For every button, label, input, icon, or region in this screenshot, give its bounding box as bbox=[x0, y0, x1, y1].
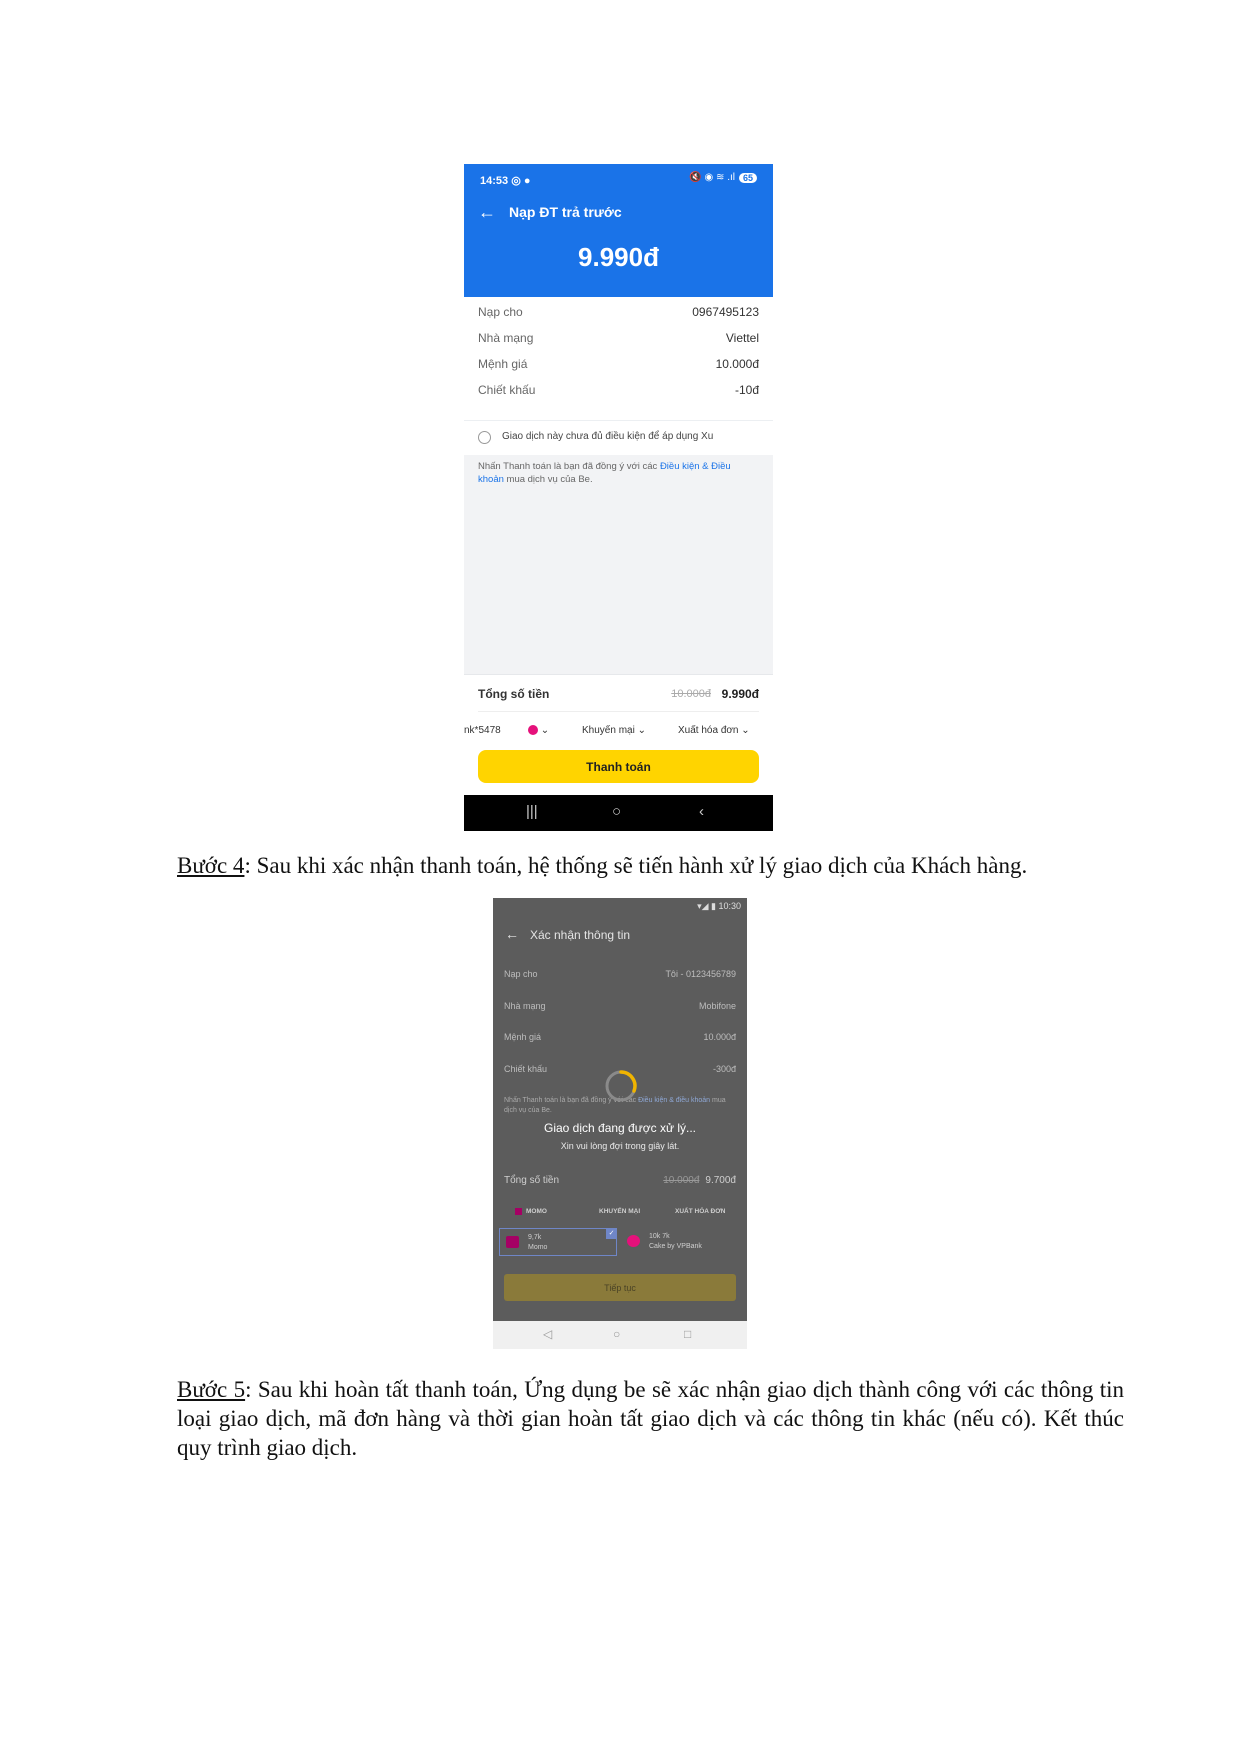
recents-icon[interactable]: ||| bbox=[526, 803, 538, 820]
status-time: 14:53 ◎ ● bbox=[480, 175, 531, 187]
total-amount: 9.990đ bbox=[578, 242, 659, 272]
home-icon[interactable]: ○ bbox=[612, 803, 622, 820]
step-4-label: Bước 4 bbox=[177, 853, 245, 878]
tab-promo[interactable]: KHUYẾN MẠI bbox=[599, 1208, 641, 1215]
pay-button[interactable]: Thanh toán bbox=[478, 750, 759, 783]
original-total: 10.000đ bbox=[671, 688, 711, 700]
chevron-down-icon: ⌄ bbox=[540, 725, 550, 736]
signal-icons: 🔇 ◉ ≋ .ıl bbox=[689, 172, 735, 183]
detail-value: 0967495123 bbox=[692, 305, 759, 319]
discounted-total: 9.700đ bbox=[705, 1175, 736, 1186]
xu-notice-text: Giao dịch này chưa đủ điều kiện để áp dụng Xu bbox=[502, 431, 714, 442]
xu-notice bbox=[464, 420, 773, 455]
screenshot-topup-confirmation bbox=[464, 164, 773, 831]
tab-momo[interactable] bbox=[515, 1208, 547, 1215]
screenshot-processing bbox=[493, 898, 747, 1349]
processing-message: Giao dịch đang được xử lý... bbox=[543, 1121, 696, 1135]
detail-label: Mệnh giá bbox=[478, 357, 528, 371]
terms-prefix: Nhấn Thanh toán là bạn đã đồng ý với các bbox=[504, 1097, 639, 1104]
coin-icon bbox=[478, 431, 491, 444]
cake-icon bbox=[528, 725, 538, 735]
detail-row-carrier bbox=[504, 1001, 736, 1011]
payment-footer bbox=[464, 674, 773, 796]
check-icon: ✓ bbox=[606, 1228, 617, 1239]
android-nav-bar bbox=[493, 1321, 747, 1349]
terms-suffix: mua dịch vụ của Be. bbox=[504, 1097, 726, 1114]
payment-method-selector[interactable]: nk*5478 bbox=[464, 725, 501, 736]
detail-label: Nhà mạng bbox=[504, 1001, 546, 1011]
battery-icon: 65 bbox=[739, 173, 757, 183]
detail-value: Mobifone bbox=[698, 1001, 736, 1011]
momo-icon bbox=[515, 1208, 522, 1215]
invoice-selector[interactable]: Xuất hóa đơn ⌄ bbox=[678, 725, 750, 736]
card-name: Momo bbox=[528, 1244, 548, 1251]
continue-button[interactable]: Tiếp tục bbox=[504, 1274, 736, 1301]
step-5-label: Bước 5 bbox=[177, 1377, 246, 1402]
terms-link[interactable]: Điều kiện & Điều khoản bbox=[478, 461, 731, 485]
status-icons bbox=[689, 172, 757, 183]
promo-selector[interactable]: Khuyến mại ⌄ bbox=[582, 725, 646, 736]
detail-value: Tôi - 0123456789 bbox=[665, 969, 736, 979]
total-label: Tổng số tiền bbox=[478, 687, 550, 701]
detail-value: 10.000đ bbox=[715, 357, 759, 371]
detail-row-carrier bbox=[478, 331, 759, 345]
detail-row-discount bbox=[478, 383, 759, 397]
step-5-text: : Sau khi hoàn tất thanh toán, Ứng dụng be sẽ xác nhận giao dịch thành công với các thông tin loại giao dịch, mã đơn hàng và thời gian hoàn tất giao dịch và các thông tin khác (nếu có). Kết thúc quy trình giao dịch. bbox=[177, 1377, 1124, 1460]
payment-card-momo[interactable] bbox=[499, 1228, 617, 1256]
detail-label: Nhà mạng bbox=[478, 331, 534, 345]
card-amount: 9,7k bbox=[528, 1234, 542, 1241]
tab-invoice[interactable]: XUẤT HÓA ĐƠN bbox=[675, 1208, 726, 1215]
step-4-paragraph bbox=[177, 851, 1124, 880]
wait-message: Xin vui lòng đợi trong giây lát. bbox=[560, 1141, 680, 1151]
back-arrow-icon[interactable]: ← bbox=[505, 926, 519, 942]
cake-icon bbox=[627, 1235, 640, 1247]
divider bbox=[478, 711, 759, 712]
order-details bbox=[464, 297, 773, 426]
recents-icon[interactable]: □ bbox=[684, 1327, 692, 1341]
detail-value: 10.000đ bbox=[703, 1032, 736, 1042]
detail-label: Nạp cho bbox=[478, 305, 523, 319]
back-icon[interactable]: ◁ bbox=[543, 1327, 553, 1341]
card-name: Cake by VPBank bbox=[649, 1243, 702, 1250]
home-icon[interactable]: ○ bbox=[613, 1327, 621, 1341]
detail-row-face-value bbox=[504, 1032, 736, 1042]
page-title: Nạp ĐT trả trước bbox=[509, 204, 622, 220]
detail-row-recipient bbox=[478, 305, 759, 319]
discounted-total: 9.990đ bbox=[721, 687, 759, 701]
step-4-text: : Sau khi xác nhận thanh toán, hệ thống sẽ tiến hành xử lý giao dịch của Khách hàng. bbox=[244, 853, 1028, 878]
terms-suffix: mua dịch vụ của Be. bbox=[503, 474, 593, 485]
amount-header bbox=[464, 164, 773, 297]
android-nav-bar bbox=[464, 795, 773, 831]
detail-row-face-value bbox=[478, 357, 759, 371]
status-bar: ▾◢ ▮ 10:30 bbox=[697, 901, 741, 911]
detail-label: Nạp cho bbox=[504, 969, 538, 979]
back-icon[interactable]: ‹ bbox=[699, 803, 704, 820]
terms-link[interactable]: Điều kiện & điều khoản bbox=[638, 1097, 711, 1104]
detail-label: Chiết khấu bbox=[478, 383, 536, 397]
detail-value: Viettel bbox=[725, 331, 759, 345]
payment-card-cake[interactable] bbox=[621, 1228, 739, 1256]
cake-wallet-selector[interactable] bbox=[528, 725, 549, 736]
detail-row-recipient bbox=[504, 969, 736, 979]
original-total: 10.000đ bbox=[663, 1175, 700, 1186]
terms-prefix: Nhấn Thanh toán là bạn đã đồng ý với các bbox=[478, 461, 660, 472]
detail-label: Mệnh giá bbox=[504, 1032, 542, 1042]
back-arrow-icon[interactable]: ← bbox=[478, 202, 496, 222]
total-label: Tổng số tiền bbox=[504, 1175, 560, 1186]
detail-value: -300đ bbox=[712, 1064, 736, 1074]
detail-value: -10đ bbox=[734, 383, 759, 397]
step-5-paragraph bbox=[177, 1375, 1124, 1462]
loading-spinner-icon bbox=[604, 1069, 638, 1103]
detail-label: Chiết khấu bbox=[504, 1064, 548, 1074]
tab-label: MOMO bbox=[526, 1208, 547, 1216]
momo-icon bbox=[506, 1236, 519, 1248]
total-row bbox=[504, 1175, 736, 1186]
card-amount: 10k 7k bbox=[649, 1233, 670, 1240]
page-title: Xác nhận thông tin bbox=[530, 928, 631, 942]
terms-text bbox=[478, 460, 759, 486]
